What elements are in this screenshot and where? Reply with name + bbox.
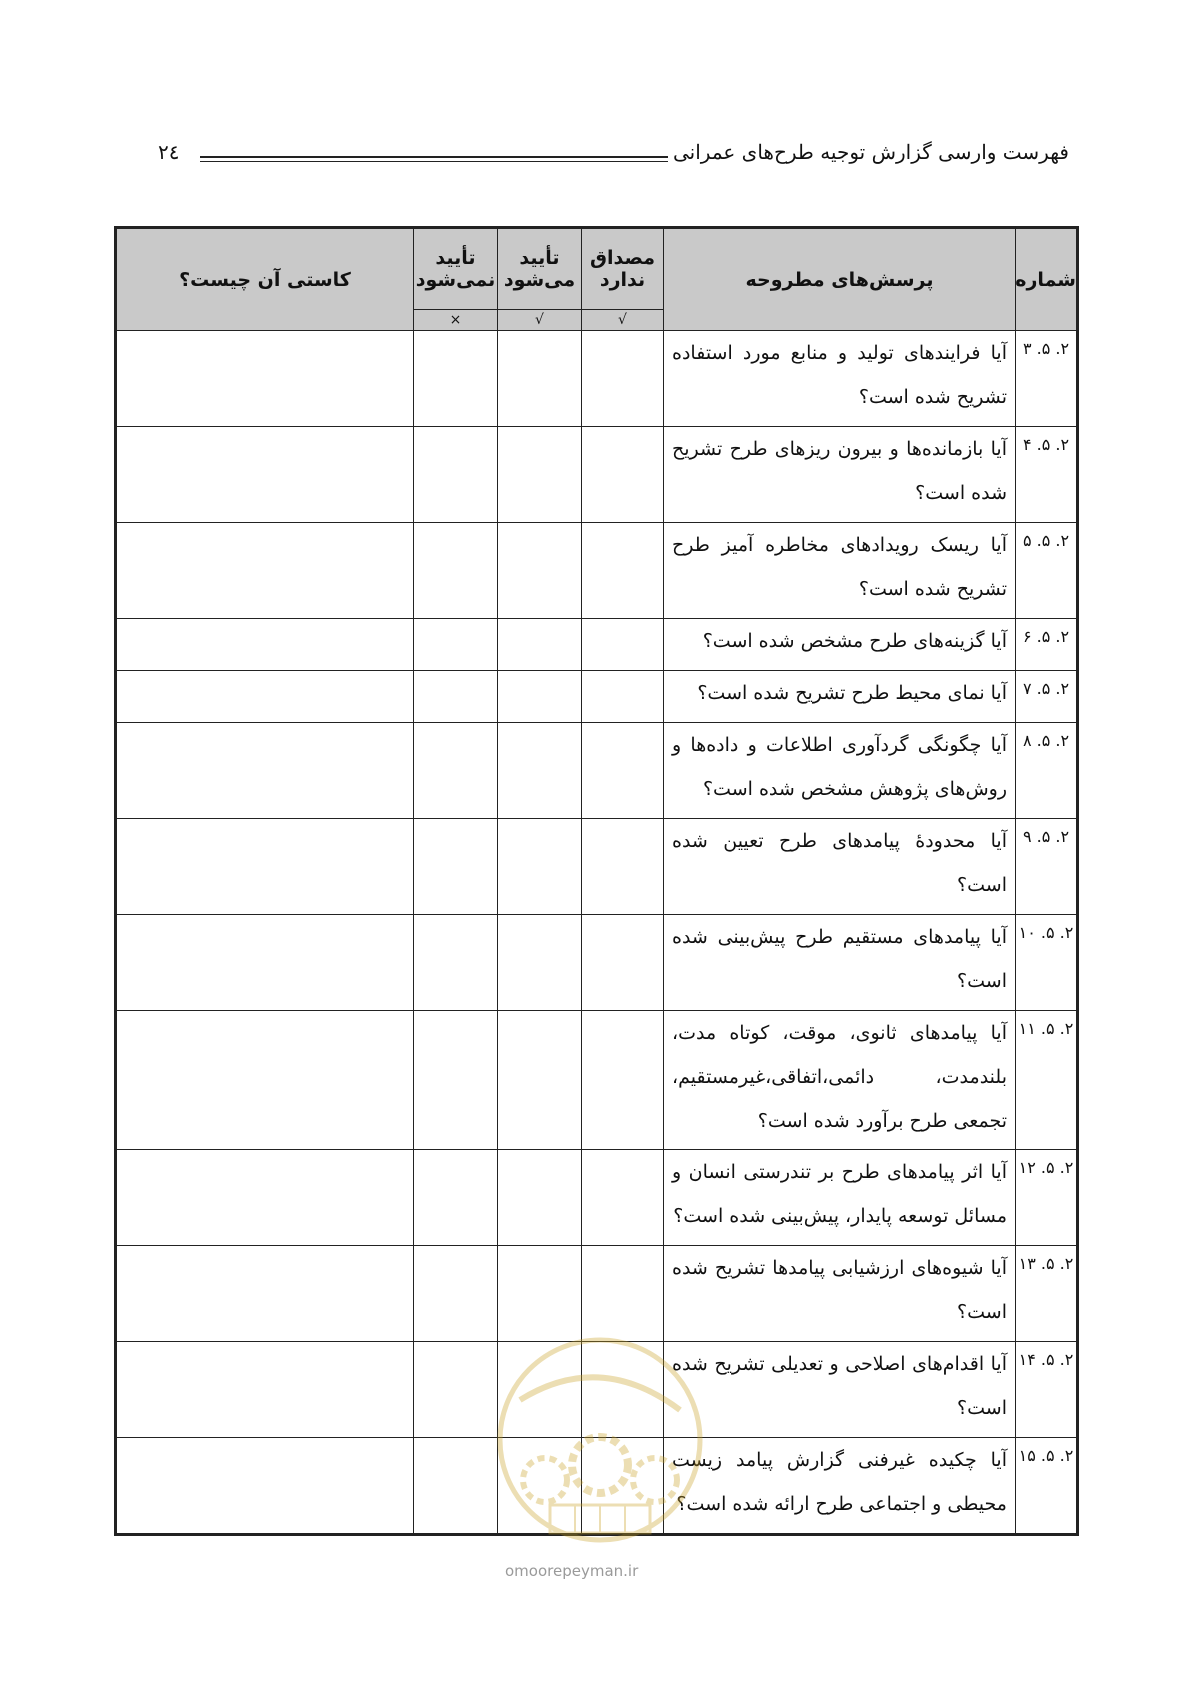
cell-approved[interactable] [498, 619, 582, 671]
cell-approved[interactable] [498, 915, 582, 1011]
cell-approved[interactable] [498, 523, 582, 619]
mark-not-applicable: √ [582, 310, 664, 331]
cell-not-approved[interactable] [414, 1011, 498, 1150]
cell-deficiency[interactable] [116, 1150, 414, 1246]
mark-not-approved: × [414, 310, 498, 331]
row-number: ۲. ۵. ۱۱ [1016, 1011, 1078, 1150]
row-question: آیا نمای محیط طرح تشریح شده است؟ [664, 671, 1016, 723]
cell-not-approved[interactable] [414, 619, 498, 671]
cell-not-approved[interactable] [414, 1438, 498, 1535]
cell-not-applicable[interactable] [582, 819, 664, 915]
row-question: آیا اثر پیامدهای طرح بر تندرستی انسان و مسائل توسعه پایدار، پیش‌بینی شده است؟ [664, 1150, 1016, 1246]
table-row [116, 671, 1078, 723]
table-row [116, 915, 1078, 1011]
cell-deficiency[interactable] [116, 523, 414, 619]
cell-not-applicable[interactable] [582, 331, 664, 427]
column-header-number: شماره [1016, 228, 1078, 331]
cell-not-approved[interactable] [414, 723, 498, 819]
watermark-logo-icon [490, 1330, 710, 1560]
table-row [116, 1011, 1078, 1150]
row-number: ۲. ۵. ۱۰ [1016, 915, 1078, 1011]
cell-not-approved[interactable] [414, 1150, 498, 1246]
row-question: آیا چکیده غیرفنی گزارش پیامد زیست محیطی و اجتماعی طرح ارائه شده است؟ [664, 1438, 1016, 1535]
cell-approved[interactable] [498, 331, 582, 427]
row-number: ۲. ۵. ۱۳ [1016, 1246, 1078, 1342]
cell-not-applicable[interactable] [582, 915, 664, 1011]
row-question: آیا چگونگی گردآوری اطلاعات و داده‌ها و روش‌های پژوهش مشخص شده است؟ [664, 723, 1016, 819]
row-number: ۲. ۵. ۳ [1016, 331, 1078, 427]
cell-not-applicable[interactable] [582, 619, 664, 671]
cell-deficiency[interactable] [116, 331, 414, 427]
row-number: ۲. ۵. ۶ [1016, 619, 1078, 671]
cell-approved[interactable] [498, 671, 582, 723]
cell-not-approved[interactable] [414, 1246, 498, 1342]
cell-deficiency[interactable] [116, 1342, 414, 1438]
row-number: ۲. ۵. ۵ [1016, 523, 1078, 619]
row-number: ۲. ۵. ۷ [1016, 671, 1078, 723]
row-question: آیا پیامدهای ثانوی، موقت، کوتاه مدت، بلندمدت، دائمی،اتفاقی،غیرمستقیم، تجمعی طرح برآورد شده است؟ [664, 1011, 1016, 1150]
table-row [116, 1150, 1078, 1246]
cell-deficiency[interactable] [116, 671, 414, 723]
page-number: ۲٤ [158, 140, 180, 164]
cell-not-applicable[interactable] [582, 1246, 664, 1342]
cell-not-approved[interactable] [414, 671, 498, 723]
row-question: آیا گزینه‌های طرح مشخص شده است؟ [664, 619, 1016, 671]
cell-approved[interactable] [498, 1150, 582, 1246]
cell-deficiency[interactable] [116, 427, 414, 523]
page-header [0, 140, 1190, 180]
row-question: آیا ریسک رویدادهای مخاطره آمیز طرح تشریح شده است؟ [664, 523, 1016, 619]
cell-deficiency[interactable] [116, 1438, 414, 1535]
cell-approved[interactable] [498, 1011, 582, 1150]
cell-approved[interactable] [498, 723, 582, 819]
row-question: آیا بازمانده‌ها و بیرون ریزهای طرح تشریح شده است؟ [664, 427, 1016, 523]
cell-not-applicable[interactable] [582, 427, 664, 523]
cell-not-approved[interactable] [414, 427, 498, 523]
table-row [116, 619, 1078, 671]
cell-deficiency[interactable] [116, 915, 414, 1011]
cell-approved[interactable] [498, 427, 582, 523]
row-number: ۲. ۵. ۹ [1016, 819, 1078, 915]
row-number: ۲. ۵. ۱۲ [1016, 1150, 1078, 1246]
column-header-approved: تأیید می‌شود [498, 228, 582, 310]
cell-approved[interactable] [498, 819, 582, 915]
table-row [116, 1246, 1078, 1342]
document-title: فهرست وارسی گزارش توجیه طرح‌های عمرانی [673, 140, 1069, 164]
row-question: آیا محدودهٔ پیامدهای طرح تعیین شده است؟ [664, 819, 1016, 915]
cell-deficiency[interactable] [116, 1246, 414, 1342]
row-number: ۲. ۵. ۱۵ [1016, 1438, 1078, 1535]
table-row [116, 723, 1078, 819]
column-header-not-approved: تأیید نمی‌شود [414, 228, 498, 310]
row-number: ۲. ۵. ۸ [1016, 723, 1078, 819]
cell-not-approved[interactable] [414, 1342, 498, 1438]
table-row [116, 523, 1078, 619]
column-header-not-applicable: مصداق ندارد [582, 228, 664, 310]
row-question: آیا اقدام‌های اصلاحی و تعدیلی تشریح شده است؟ [664, 1342, 1016, 1438]
column-header-deficiency: کاستی آن چیست؟ [116, 228, 414, 331]
row-number: ۲. ۵. ۱۴ [1016, 1342, 1078, 1438]
table-row [116, 427, 1078, 523]
cell-not-applicable[interactable] [582, 1011, 664, 1150]
cell-not-approved[interactable] [414, 819, 498, 915]
cell-deficiency[interactable] [116, 819, 414, 915]
cell-deficiency[interactable] [116, 619, 414, 671]
cell-deficiency[interactable] [116, 1011, 414, 1150]
cell-approved[interactable] [498, 1246, 582, 1342]
cell-not-applicable[interactable] [582, 1150, 664, 1246]
table-row [116, 331, 1078, 427]
table-row [116, 819, 1078, 915]
cell-not-approved[interactable] [414, 331, 498, 427]
cell-deficiency[interactable] [116, 723, 414, 819]
cell-not-approved[interactable] [414, 523, 498, 619]
row-question: آیا پیامدهای مستقیم طرح پیش‌بینی شده است؟ [664, 915, 1016, 1011]
header-rule [200, 156, 668, 162]
cell-not-applicable[interactable] [582, 523, 664, 619]
mark-approved: √ [498, 310, 582, 331]
cell-not-approved[interactable] [414, 915, 498, 1011]
row-question: آیا شیوه‌های ارزشیابی پیامدها تشریح شده است؟ [664, 1246, 1016, 1342]
column-header-question: پرسش‌های مطروحه [664, 228, 1016, 331]
row-question: آیا فرایندهای تولید و منابع مورد استفاده تشریح شده است؟ [664, 331, 1016, 427]
watermark-site: omoorepeyman.ir [505, 1562, 639, 1580]
cell-not-applicable[interactable] [582, 723, 664, 819]
row-number: ۲. ۵. ۴ [1016, 427, 1078, 523]
cell-not-applicable[interactable] [582, 671, 664, 723]
